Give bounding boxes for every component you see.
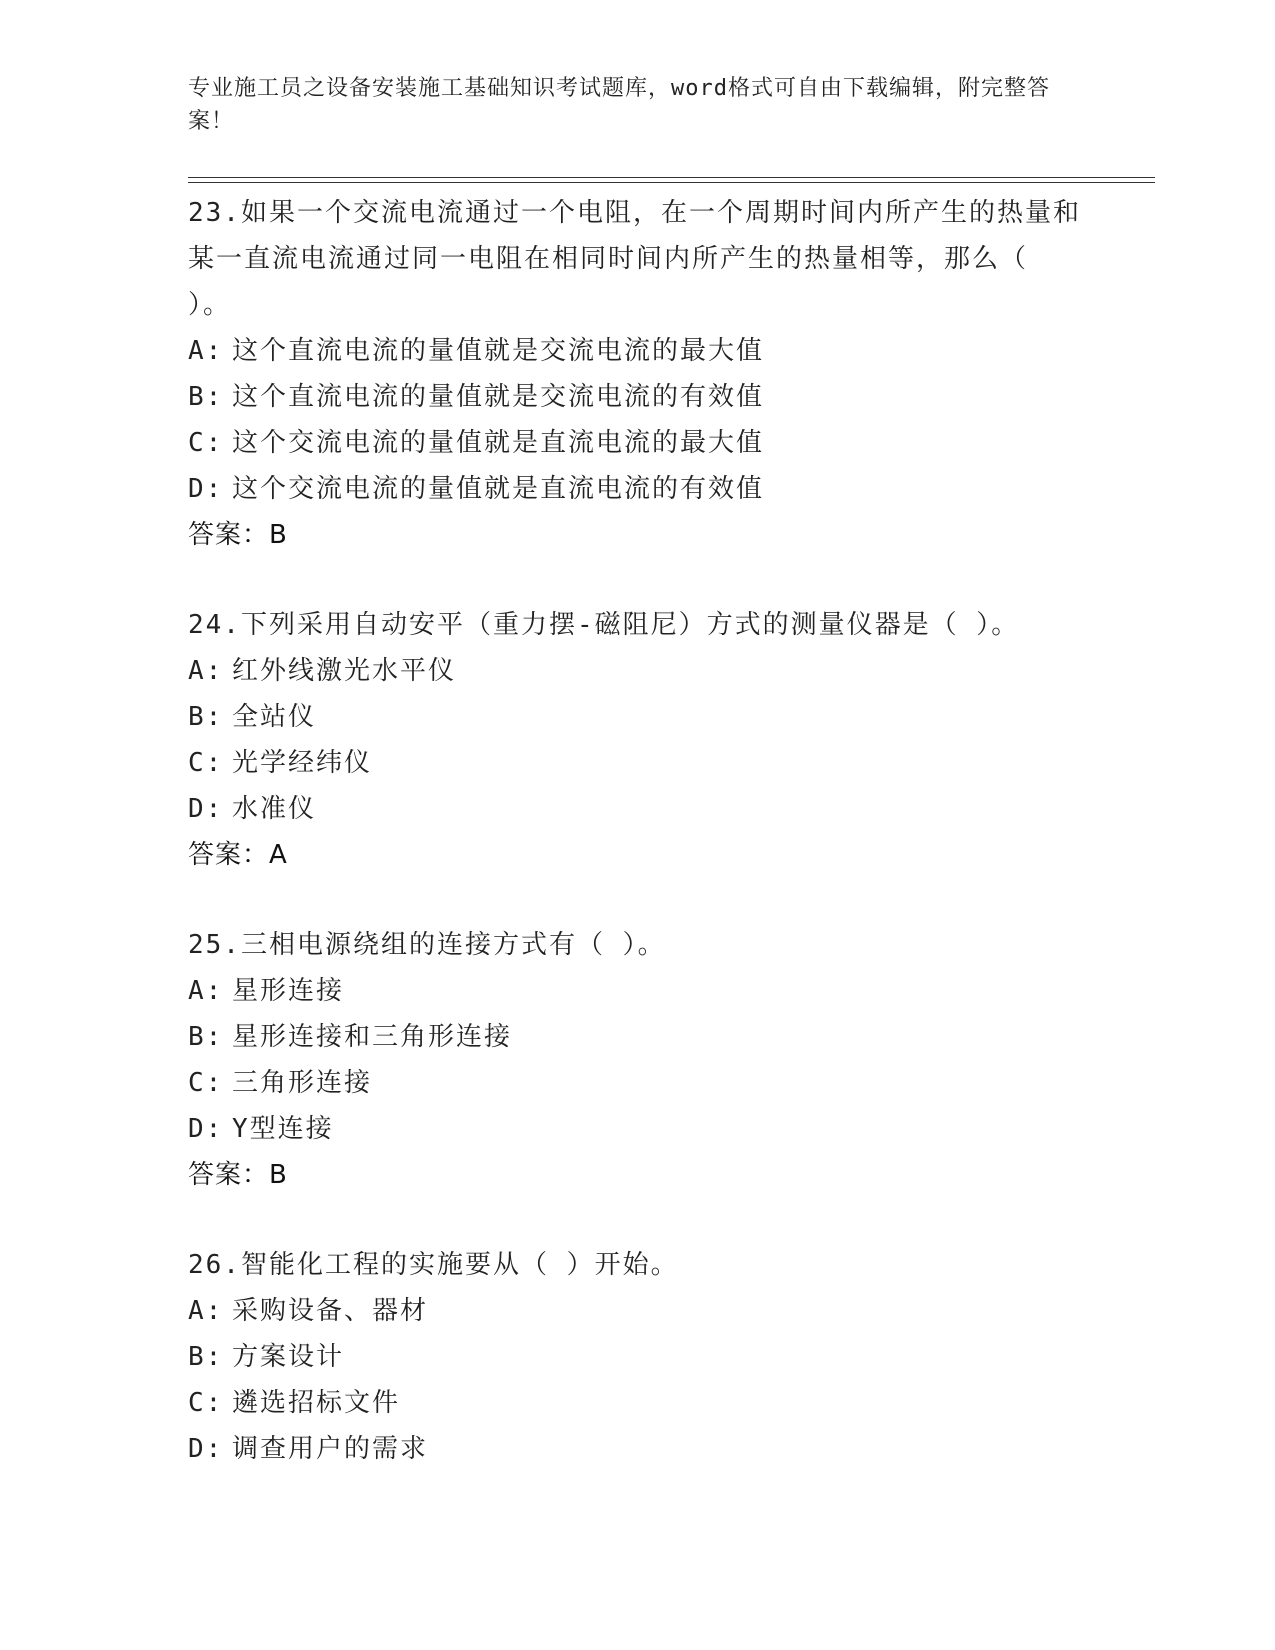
option-b xyxy=(188,374,1088,420)
option-b xyxy=(188,1334,1088,1380)
option-text: 这个交流电流的量值就是直流电流的有效值 xyxy=(232,474,765,504)
option-d xyxy=(188,466,1088,512)
option-c xyxy=(188,1380,1088,1426)
option-text: 这个直流电流的量值就是交流电流的有效值 xyxy=(232,382,765,412)
option-d xyxy=(188,1426,1088,1472)
answer-line: 答案：B xyxy=(188,1160,288,1190)
option-b xyxy=(188,1014,1088,1060)
question-stem: 24.下列采用自动安平（重力摆-磁阻尼）方式的测量仪器是（ ）。 xyxy=(188,610,1020,640)
header-rule-bottom xyxy=(188,182,1155,183)
question-stem: 23.如果一个交流电流通过一个电阻，在一个周期时间内所产生的热量和某一直流电流通过同一电阻在相同时间内所产生的热量相等，那么（ ）。 xyxy=(188,198,1081,320)
option-a xyxy=(188,328,1088,374)
option-a xyxy=(188,968,1088,1014)
option-letter: D: xyxy=(188,794,224,824)
option-letter: C: xyxy=(188,748,224,778)
option-text: 光学经纬仪 xyxy=(232,748,373,778)
option-text: 方案设计 xyxy=(232,1342,345,1372)
option-letter: B: xyxy=(188,1022,224,1052)
option-a xyxy=(188,1288,1088,1334)
question-stem: 26.智能化工程的实施要从（ ）开始。 xyxy=(188,1250,679,1280)
option-text: 水准仪 xyxy=(232,794,317,824)
option-letter: B: xyxy=(188,1342,224,1372)
option-a xyxy=(188,648,1088,694)
option-letter: C: xyxy=(188,428,224,458)
option-text: Y型连接 xyxy=(232,1114,334,1144)
option-text: 采购设备、器材 xyxy=(232,1296,429,1326)
question-23 xyxy=(188,190,1088,558)
option-d xyxy=(188,786,1088,832)
option-text: 红外线激光水平仪 xyxy=(232,656,457,686)
option-letter: A: xyxy=(188,976,224,1006)
option-letter: B: xyxy=(188,382,224,412)
answer-line: 答案：B xyxy=(188,520,288,550)
option-text: 星形连接和三角形连接 xyxy=(232,1022,513,1052)
option-letter: C: xyxy=(188,1388,224,1418)
option-text: 全站仪 xyxy=(232,702,317,732)
header-rule-top xyxy=(188,177,1155,178)
option-letter: A: xyxy=(188,656,224,686)
option-text: 这个交流电流的量值就是直流电流的最大值 xyxy=(232,428,765,458)
option-c xyxy=(188,1060,1088,1106)
option-letter: A: xyxy=(188,1296,224,1326)
question-24 xyxy=(188,602,1088,878)
option-text: 三角形连接 xyxy=(232,1068,373,1098)
option-d xyxy=(188,1106,1088,1152)
option-letter: D: xyxy=(188,474,224,504)
option-text: 调查用户的需求 xyxy=(232,1434,429,1464)
question-stem: 25.三相电源绕组的连接方式有（ ）。 xyxy=(188,930,666,960)
question-list xyxy=(188,190,1088,1516)
option-letter: D: xyxy=(188,1434,224,1464)
option-c xyxy=(188,420,1088,466)
option-c xyxy=(188,740,1088,786)
option-letter: B: xyxy=(188,702,224,732)
question-26 xyxy=(188,1242,1088,1472)
option-text: 星形连接 xyxy=(232,976,345,1006)
document-header: 专业施工员之设备安装施工基础知识考试题库，word格式可自由下载编辑，附完整答案！ xyxy=(188,76,1050,134)
option-b xyxy=(188,694,1088,740)
option-text: 这个直流电流的量值就是交流电流的最大值 xyxy=(232,336,765,366)
question-25 xyxy=(188,922,1088,1198)
answer-line: 答案：A xyxy=(188,840,288,870)
option-letter: D: xyxy=(188,1114,224,1144)
option-letter: A: xyxy=(188,336,224,366)
option-letter: C: xyxy=(188,1068,224,1098)
option-text: 遴选招标文件 xyxy=(232,1388,401,1418)
